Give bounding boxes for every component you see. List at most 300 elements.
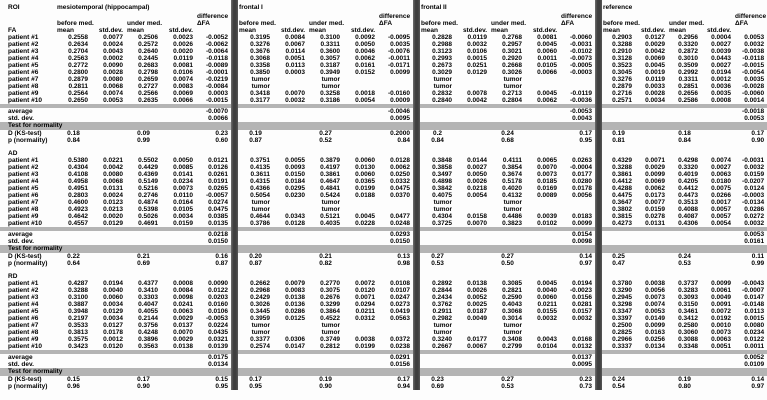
value-cell: 0.3045 [612,69,633,76]
value-cell: 0.0125 [285,315,306,322]
value-cell: 0.3150 [678,301,699,308]
spacer-cell [378,273,413,280]
value-cell: 0.0138 [467,280,488,287]
value-cell: 0.2656 [678,90,699,97]
value-cell: 0.0032 [744,164,765,171]
spacer-cell [91,238,126,245]
value-cell: 0.0280 [572,178,593,185]
value-cell: 0.2673 [432,62,453,69]
value-cell: -0.0118 [206,55,229,62]
value-cell: 0.0035 [744,76,765,83]
normality-test-header: Test for normality [0,245,767,253]
ks-value: 0.13 [397,253,411,260]
spacer-cell [455,115,490,122]
spacer-cell [734,273,767,280]
value-cell: -0.0084 [205,83,229,90]
value-cell: 0.3068 [250,55,271,62]
value-cell: 0.0060 [355,171,376,178]
value-cell: 0.2500 [612,322,633,329]
value-cell: 0.0073 [711,329,732,336]
ks-value: 0.17 [751,130,765,137]
value-cell: 0.4369 [138,171,158,178]
value-cell: 0.0066 [173,97,193,104]
spacer-cell [701,260,734,267]
value-cell: 0.0158 [467,213,488,220]
value-cell: 0.0055 [285,157,306,164]
value-cell: 0.0024 [103,41,123,48]
ks-value: 0.24 [612,376,625,383]
spacer-cell [126,231,161,238]
average-value: -0.0070 [205,108,229,115]
value-cell: 0.4287 [68,280,88,287]
value-cell: 0.4135 [250,164,271,171]
spacer-cell [525,260,560,267]
normality-test-header: Test for normality [0,122,767,130]
value-cell: 0.0234 [744,329,765,336]
value-cell: 0.0054 [711,220,732,227]
ks-value: 0.20 [249,253,262,260]
value-cell: 0.0234 [173,178,193,185]
under-med-header: under med. [491,20,527,27]
delta-fa-header: ΔFA [735,20,749,27]
spacer-cell [378,27,413,34]
ks-test-label: D (KS-test) [8,130,42,137]
ks-value: 0.19 [249,130,262,137]
average-value: 0.0154 [572,231,593,238]
value-cell: 0.0194 [711,69,732,76]
p-value: 0.53 [678,260,691,267]
patient-label: patient #9 [8,336,39,343]
value-cell: 0.3563 [138,343,158,350]
value-cell: 0.0372 [390,336,411,343]
spacer-cell [238,115,273,122]
spacer-cell [308,354,343,361]
value-cell: 0.0385 [208,213,229,220]
value-cell: 0.2770 [320,280,341,287]
difference-header: difference [197,13,229,20]
spacer-cell [455,199,490,206]
value-cell: 0.4412 [612,178,633,185]
value-cell: 0.0040 [537,287,558,294]
value-cell: 0.2892 [432,280,453,287]
value-cell: 0.4473 [678,192,699,199]
value-cell: 0.0070 [173,329,193,336]
value-cell: 0.3864 [320,308,341,315]
spacer-cell [273,322,308,329]
value-cell: 0.0032 [572,315,593,322]
patient-label: patient #7 [8,76,39,83]
value-cell: 0.0104 [537,343,558,350]
spacer-cell [273,231,308,238]
value-cell: 0.3348 [678,343,699,350]
value-cell: 0.0069 [645,178,666,185]
value-cell: -0.0015 [742,62,765,69]
value-cell: 0.3010 [678,55,699,62]
value-cell: 0.4088 [678,206,699,213]
average-value: 0.0052 [744,354,765,361]
stddev-value: 0.0161 [744,238,765,245]
value-cell: 0.2982 [432,315,453,322]
value-cell: 0.2988 [432,41,453,48]
value-cell: 0.0147 [744,294,765,301]
value-cell: 0.0370 [390,192,411,199]
value-cell: 0.0113 [285,62,306,69]
spacer-cell [560,27,595,34]
value-cell: 0.0062 [390,164,411,171]
value-cell: -0.0148 [742,301,765,308]
value-cell: 0.0138 [173,343,193,350]
p-value: 0.99 [751,260,765,267]
value-cell: 0.0057 [711,206,732,213]
spacer-cell [343,83,378,90]
value-cell: 0.0060 [537,48,558,55]
value-cell: 0.0160 [208,301,229,308]
value-cell: 0.0027 [711,41,732,48]
spacer-cell [56,238,91,245]
ks-value: 0.27 [319,130,332,137]
value-cell: 0.0332 [390,178,411,185]
spacer-cell [56,231,91,238]
tumor-cell: tumor [251,199,271,206]
value-cell: 0.0070 [467,220,488,227]
before-med-header: before med. [239,20,276,27]
spacer-cell [635,137,668,144]
stddev-value: 0.0095 [390,115,411,122]
average-label: average [8,231,33,238]
patient-label: patient #1 [8,157,39,164]
value-cell: 0.0218 [467,185,488,192]
value-cell: 0.3187 [320,62,341,69]
value-cell: 0.0039 [537,213,558,220]
patient-label: patient #4 [8,178,39,185]
value-cell: 0.0053 [744,34,765,41]
value-cell: 0.2676 [320,294,341,301]
spacer-cell [91,260,126,267]
spacer-cell [308,150,343,157]
value-cell: -0.0054 [742,69,765,76]
patient-label: patient #10 [8,343,42,350]
spacer-cell [56,273,91,280]
value-cell: 0.0034 [103,301,123,308]
value-cell: 0.0062 [355,55,376,62]
spacer-cell [343,130,378,137]
ks-test-label: D (KS-test) [8,253,42,260]
value-cell: 0.0265 [208,185,229,192]
ks-value: 0.27 [501,253,514,260]
value-cell: 0.0294 [355,301,376,308]
value-cell: 0.3320 [678,41,699,48]
value-cell: 0.0008 [711,97,732,104]
value-cell: 0.0194 [103,280,123,287]
p-value: 0.53 [501,383,514,390]
ks-value: 0.14 [751,376,765,383]
value-cell: 0.4197 [320,164,341,171]
spacer-cell [343,199,378,206]
value-cell: 0.0072 [355,280,376,287]
before-med-header: before med. [57,20,94,27]
value-cell: 0.0136 [285,301,306,308]
stddev-value: 0.0156 [390,361,411,368]
spacer-cell [455,137,490,144]
spacer-cell [635,253,668,260]
spacer-cell [378,199,413,206]
spacer-cell [161,130,196,137]
spacer-cell [420,108,455,115]
tumor-cell: tumor [251,322,271,329]
value-cell: 0.0040 [103,287,123,294]
spacer-cell [455,260,490,267]
spacer-cell [525,150,560,157]
ks-value: 0.14 [579,253,593,260]
spacer-cell [701,376,734,383]
value-cell: 0.3276 [612,76,633,83]
value-cell: 0.0045 [645,62,666,69]
spacer-cell [308,231,343,238]
average-value: 0.0137 [572,354,593,361]
value-cell: 0.0250 [390,171,411,178]
measure-label: FA [8,27,17,34]
spacer-cell [455,273,490,280]
value-cell: 0.3423 [68,343,88,350]
value-cell: 0.0147 [285,343,306,350]
ks-value: 0.19 [678,376,691,383]
spacer-cell [525,329,560,336]
value-cell: 0.3497 [432,171,453,178]
value-cell: 0.0015 [744,315,765,322]
value-cell: 0.0106 [208,308,229,315]
spacer-cell [490,354,525,361]
value-cell: 0.0188 [355,192,376,199]
value-cell: 0.0224 [208,322,229,329]
p-value: 0.94 [397,383,411,390]
value-cell: 0.4306 [678,220,699,227]
value-cell: 0.0085 [173,164,193,171]
value-cell: 0.0106 [467,48,488,55]
spacer-cell [161,231,196,238]
stat-header-row [0,27,767,34]
spacer-cell [701,253,734,260]
value-cell: 0.0164 [173,199,193,206]
value-cell: 0.3320 [678,164,699,171]
value-cell: -0.0095 [387,34,411,41]
value-cell: 0.0419 [390,308,411,315]
value-cell: 0.4642 [68,213,88,220]
std-header: std.dev. [462,27,488,34]
value-cell: 0.0124 [744,185,765,192]
spacer-cell [238,238,273,245]
value-cell: 0.4047 [138,301,158,308]
value-cell: 0.0178 [572,185,593,192]
value-cell: 0.0079 [285,280,306,287]
spacer-cell [91,361,126,368]
spacer-cell [455,361,490,368]
medication-header-row [0,20,767,27]
patient-label: patient #7 [8,322,39,329]
value-cell: -0.0134 [742,199,765,206]
value-cell: 0.0067 [285,41,306,48]
value-cell: 0.0035 [711,90,732,97]
ks-value: 0.09 [137,130,150,137]
tumor-cell: tumor [251,329,271,336]
average-value: -0.0018 [742,108,765,115]
under-med-header: under med. [127,20,163,27]
value-cell: 0.2844 [432,287,453,294]
value-cell: 0.3123 [432,48,453,55]
value-cell: 0.0099 [572,220,593,227]
value-cell: 0.3949 [320,69,341,76]
average-value: -0.0053 [569,108,593,115]
spacer-cell [91,376,126,383]
value-cell: 0.0130 [355,164,376,171]
value-cell: 0.0107 [390,287,411,294]
spacer-cell [602,361,635,368]
value-cell: -0.0053 [205,315,229,322]
value-cell: 0.0050 [355,41,376,48]
value-cell: 0.5121 [320,213,341,220]
section-title-reference: reference [603,4,633,11]
value-cell: 0.0038 [645,280,666,287]
spacer-cell [273,83,308,90]
spacer-cell [734,27,767,34]
value-cell: -0.0057 [205,192,229,199]
ks-value: 0.19 [612,130,625,137]
patient-label: patient #1 [8,34,39,41]
value-cell: 0.0477 [390,213,411,220]
spacer-cell [420,150,455,157]
value-cell: 0.3288 [612,41,633,48]
spacer-cell [343,329,378,336]
value-cell: 0.0053 [103,97,123,104]
patient-label: patient #8 [8,329,39,336]
value-cell: 0.4366 [250,185,271,192]
value-cell: 0.3358 [250,62,271,69]
value-cell: 0.2668 [502,62,523,69]
value-cell: 0.3100 [68,294,88,301]
value-cell: 0.4035 [320,220,341,227]
value-cell: 0.3813 [68,329,88,336]
spacer-cell [273,137,308,144]
value-cell: 0.0129 [103,220,123,227]
value-cell: 0.0043 [537,336,558,343]
value-cell: 0.0027 [711,62,732,69]
spacer-cell [701,130,734,137]
spacer-cell [273,260,308,267]
mean-header: mean [603,27,621,34]
spacer-cell [238,354,273,361]
value-cell: 0.0067 [467,343,488,350]
value-cell: 0.4298 [678,157,699,164]
value-cell: 0.3093 [678,294,699,301]
value-cell: 0.0263 [572,157,593,164]
value-cell: 0.4329 [612,157,633,164]
ks-value: 0.17 [579,130,593,137]
value-cell: -0.0062 [205,41,229,48]
value-cell: 0.5178 [502,178,523,185]
spacer-cell [91,253,126,260]
ks-value: 0.23 [431,376,444,383]
value-cell: 0.0110 [173,192,193,199]
p-normality-label: p (normality) [8,383,48,390]
value-cell: 0.0060 [103,294,123,301]
value-cell: 0.4019 [678,171,699,178]
value-cell: 0.2704 [68,48,88,55]
value-cell: 0.0102 [537,220,558,227]
spacer-cell [273,130,308,137]
value-cell: 0.3303 [138,294,158,301]
ks-value: 0.21 [137,253,150,260]
value-cell: 0.0038 [355,336,376,343]
stddev-value: 0.0150 [208,238,229,245]
value-cell: 0.4600 [68,199,88,206]
value-cell: 0.0015 [467,55,488,62]
value-cell: 0.2727 [138,83,158,90]
value-cell: 0.0177 [572,171,593,178]
average-value: 0.0175 [208,354,229,361]
tumor-cell: tumor [433,199,453,206]
spacer-cell [91,231,126,238]
value-cell: 0.0108 [390,280,411,287]
tumor-cell: tumor [251,83,271,90]
value-cell: 0.4273 [612,220,633,227]
value-cell: 0.3600 [320,48,341,55]
patient-label: patient #10 [8,97,42,104]
spacer-cell [161,253,196,260]
value-cell: 0.4958 [68,178,88,185]
value-cell: 0.0078 [467,90,488,97]
value-cell: 0.5216 [138,185,158,192]
std-header: std.dev. [168,27,193,34]
spacer-cell [343,273,378,280]
value-cell: 0.3088 [678,336,699,343]
spacer-cell [668,354,701,361]
value-cell: -0.0028 [742,83,765,90]
spacer-cell [734,150,767,157]
value-cell: 0.0099 [711,280,732,287]
value-cell: 0.2571 [612,97,633,104]
value-cell: 0.2812 [320,343,341,350]
difference-header: difference [379,13,411,20]
spacer-cell [635,260,668,267]
difference-header-row [0,13,767,20]
value-cell: 0.0180 [711,178,732,185]
value-cell: -0.0023 [569,287,593,294]
spacer-cell [378,83,413,90]
value-cell: 0.0057 [711,213,732,220]
value-cell: 0.2966 [612,336,633,343]
value-cell: 0.0011 [744,343,765,350]
value-cell: 0.0134 [645,343,666,350]
spacer-cell [668,150,701,157]
value-cell: 0.0563 [390,315,411,322]
spacer-cell [196,27,231,34]
patient-label: patient #9 [8,213,39,220]
value-cell: -0.0001 [205,69,229,76]
section-divider-bar-2 [413,0,420,390]
value-cell: 0.2825 [612,329,633,336]
value-cell: 0.5149 [138,178,158,185]
spacer-cell [455,322,490,329]
spacer-cell [378,150,413,157]
patient-label: patient #6 [8,315,39,322]
value-cell: -0.0005 [569,62,593,69]
spacer-cell [273,383,308,390]
value-cell: 0.0128 [390,157,411,164]
section-title-mesiotemporal: mesiotemporal (hippocampal) [57,4,150,11]
value-cell: 0.3533 [68,322,88,329]
value-cell: 0.3014 [502,315,523,322]
tumor-cell: tumor [503,76,523,83]
value-cell: 0.0028 [103,69,123,76]
